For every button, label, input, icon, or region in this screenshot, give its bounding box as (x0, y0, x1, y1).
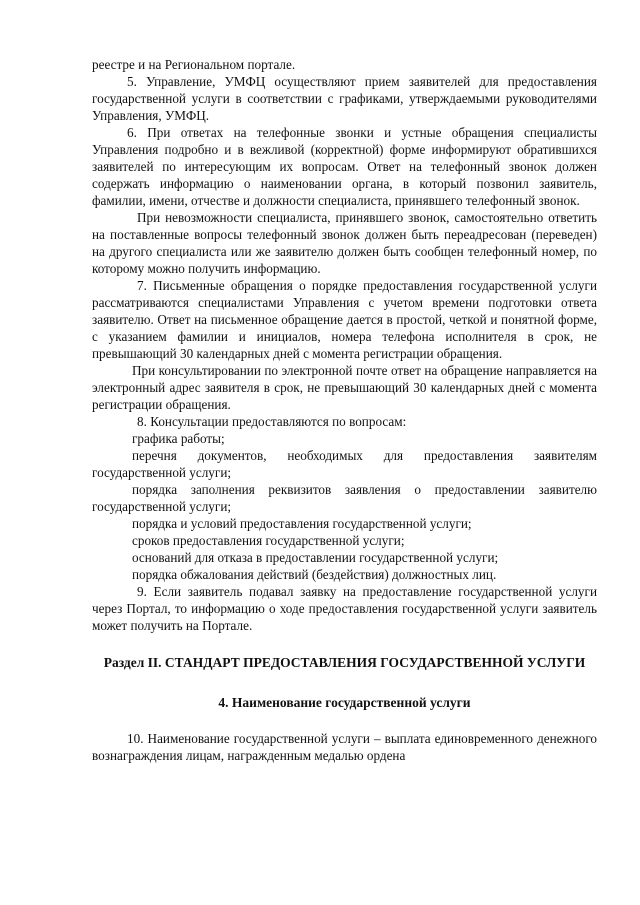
page-content (92, 56, 597, 764)
paragraph-6: 6. При ответах на телефонные звонки и устные обращения специалисты Управления подробно и в вежливой (корректной) форме информируют обратившихся заявителей по интересующим их вопросам. Ответ на телефонный звонок должен содержать информацию о наименовании органа, в который позвонил заявитель, фамилии, имени, отчестве и должности специалиста, принявшего телефонный звонок. (92, 125, 597, 208)
paragraph-7-email: При консультировании по электронной почте ответ на обращение направляется на электронный адрес заявителя в срок, не превышающий 30 календарных дней с момента регистрации обращения. (92, 363, 597, 412)
paragraph-continuation: реестре и на Региональном портале. (92, 57, 296, 72)
list-item: сроков предоставления государственной услуги; (132, 533, 405, 548)
paragraph-9: 9. Если заявитель подавал заявку на предоставление государственной услуги через Портал, то информацию о ходе предоставления государственной услуги заявитель может получить на Портале. (92, 584, 597, 633)
section-heading: Раздел II. СТАНДАРТ ПРЕДОСТАВЛЕНИЯ ГОСУДАРСТВЕННОЙ УСЛУГИ (103, 655, 586, 670)
paragraph-6-redirect: При невозможности специалиста, принявшего звонок, самостоятельно ответить на поставленные вопросы телефонный звонок должен быть переадресован (переведен) на другого специалиста или же заявителю должен быть сообщен телефонный номер, по которому можно получить информацию. (92, 210, 597, 276)
paragraph-5: 5. Управление, УМФЦ осуществляют прием заявителей для предоставления государственной услуги в соответствии с графиками, утверждаемыми руководителями Управления, УМФЦ. (92, 74, 597, 123)
list-item: порядка обжалования действий (бездействия) должностных лиц. (132, 567, 497, 582)
list-item: оснований для отказа в предоставлении государственной услуги; (132, 550, 499, 565)
list-item: порядка заполнения реквизитов заявления о предоставлении заявителю государственной услуги; (92, 482, 597, 514)
list-item: порядка и условий предоставления государственной услуги; (132, 516, 472, 531)
paragraph-8: 8. Консультации предоставляются по вопросам: (137, 414, 407, 429)
paragraph-10: 10. Наименование государственной услуги – выплата единовременного денежного вознаграждения лицам, награжденным медалью ордена (92, 731, 597, 763)
list-item: графика работы; (132, 431, 225, 446)
list-item: перечня документов, необходимых для предоставления заявителям государственной услуги; (92, 448, 597, 480)
subsection-heading: 4. Наименование государственной услуги (218, 695, 471, 710)
paragraph-7: 7. Письменные обращения о порядке предоставления государственной услуги рассматриваются специалистами Управления с учетом времени подготовки ответа заявителю. Ответ на письменное обращение дается в простой, четкой и понятной форме, с указанием фамилии и инициалов, номера телефона исполнителя в срок, не превышающий 30 календарных дней с момента регистрации обращения. (92, 278, 597, 361)
